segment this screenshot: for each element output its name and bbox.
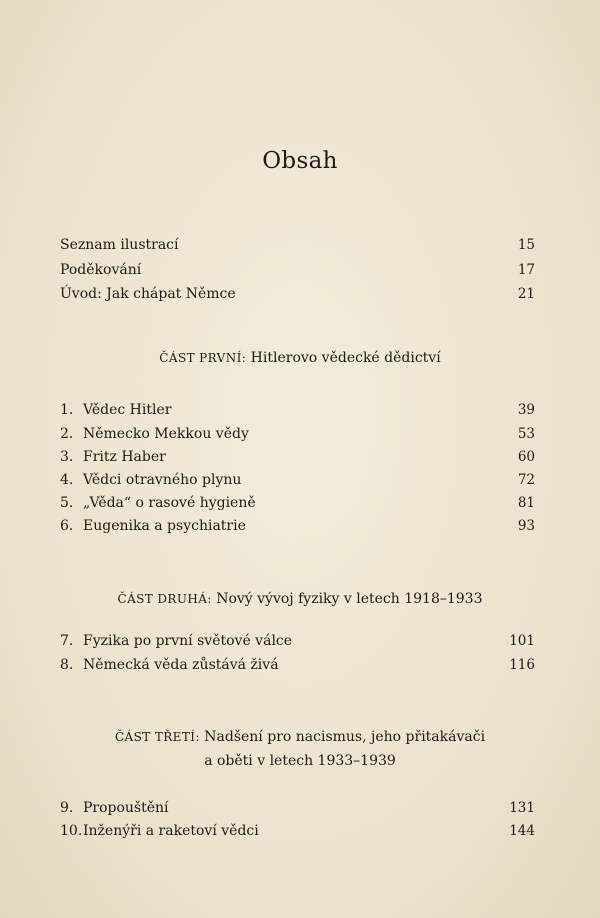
entry-label: Německá věda zůstává živá <box>83 657 279 673</box>
part-prefix: ČÁST PRVNÍ: <box>159 351 247 365</box>
part-title: Nový vývoj fyziky v letech 1918–1933 <box>216 591 483 607</box>
chapter-number: 1. <box>60 402 74 418</box>
chapter-number: 5. <box>60 495 74 511</box>
chapter-number: 3. <box>60 449 74 465</box>
entry-label: Eugenika a psychiatrie <box>83 518 246 534</box>
chapter-number: 8. <box>60 657 74 673</box>
part-title: Hitlerovo vědecké dědictví <box>250 350 441 366</box>
chapter-number: 7. <box>60 633 74 649</box>
part-heading-continuation <box>0 750 600 772</box>
toc-entry <box>60 447 535 467</box>
entry-label: Úvod: Jak chápat Němce <box>60 286 236 302</box>
entry-label: Inženýři a raketoví vědci <box>83 823 259 839</box>
entry-page: 116 <box>509 657 535 673</box>
entry-label: Seznam ilustrací <box>60 237 179 253</box>
toc-entry <box>60 493 535 513</box>
toc-entry <box>60 516 535 536</box>
entry-page: 15 <box>517 237 535 253</box>
toc-entry <box>60 400 535 420</box>
toc-entry <box>60 235 535 255</box>
entry-label: Fyzika po první světové válce <box>83 633 293 649</box>
entry-label: Fritz Haber <box>83 449 166 465</box>
toc-entry <box>60 284 535 304</box>
chapter-number: 4. <box>60 472 74 488</box>
chapter-number: 6. <box>60 518 74 534</box>
entry-label: „Věda“ o rasové hygieně <box>83 495 256 511</box>
toc-entry <box>60 260 535 280</box>
entry-page: 144 <box>509 823 535 839</box>
entry-page: 60 <box>517 449 535 465</box>
part-heading <box>0 588 600 610</box>
toc-entry <box>60 424 535 444</box>
page-title: Obsah <box>262 148 338 174</box>
chapter-number: 2. <box>60 426 74 442</box>
part-heading <box>0 726 600 748</box>
part-title: Nadšení pro nacismus, jeho přitakávači <box>204 729 486 745</box>
part-prefix: ČÁST DRUHÁ: <box>117 592 212 606</box>
part-title-line-2: a oběti v letech 1933–1939 <box>204 753 396 769</box>
entry-label: Vědec Hitler <box>83 402 172 418</box>
entry-page: 39 <box>517 402 535 418</box>
entry-label: Propouštění <box>83 800 169 816</box>
toc-entry <box>60 655 535 675</box>
chapter-number: 9. <box>60 800 74 816</box>
entry-page: 101 <box>509 633 535 649</box>
entry-label: Německo Mekkou vědy <box>83 426 249 442</box>
entry-page: 131 <box>509 800 535 816</box>
toc-entry <box>60 631 535 651</box>
toc-entry <box>60 470 535 490</box>
part-prefix: ČÁST TŘETÍ: <box>114 730 200 744</box>
part-heading <box>0 347 600 369</box>
entry-label: Poděkování <box>60 262 142 278</box>
entry-page: 53 <box>517 426 535 442</box>
chapter-number: 10. <box>60 823 83 839</box>
entry-page: 17 <box>517 262 535 278</box>
toc-entry <box>60 821 535 841</box>
entry-label: Vědci otravného plynu <box>83 472 242 488</box>
entry-page: 93 <box>517 518 535 534</box>
entry-page: 21 <box>517 286 535 302</box>
entry-page: 72 <box>517 472 535 488</box>
toc-entry <box>60 798 535 818</box>
entry-page: 81 <box>517 495 535 511</box>
